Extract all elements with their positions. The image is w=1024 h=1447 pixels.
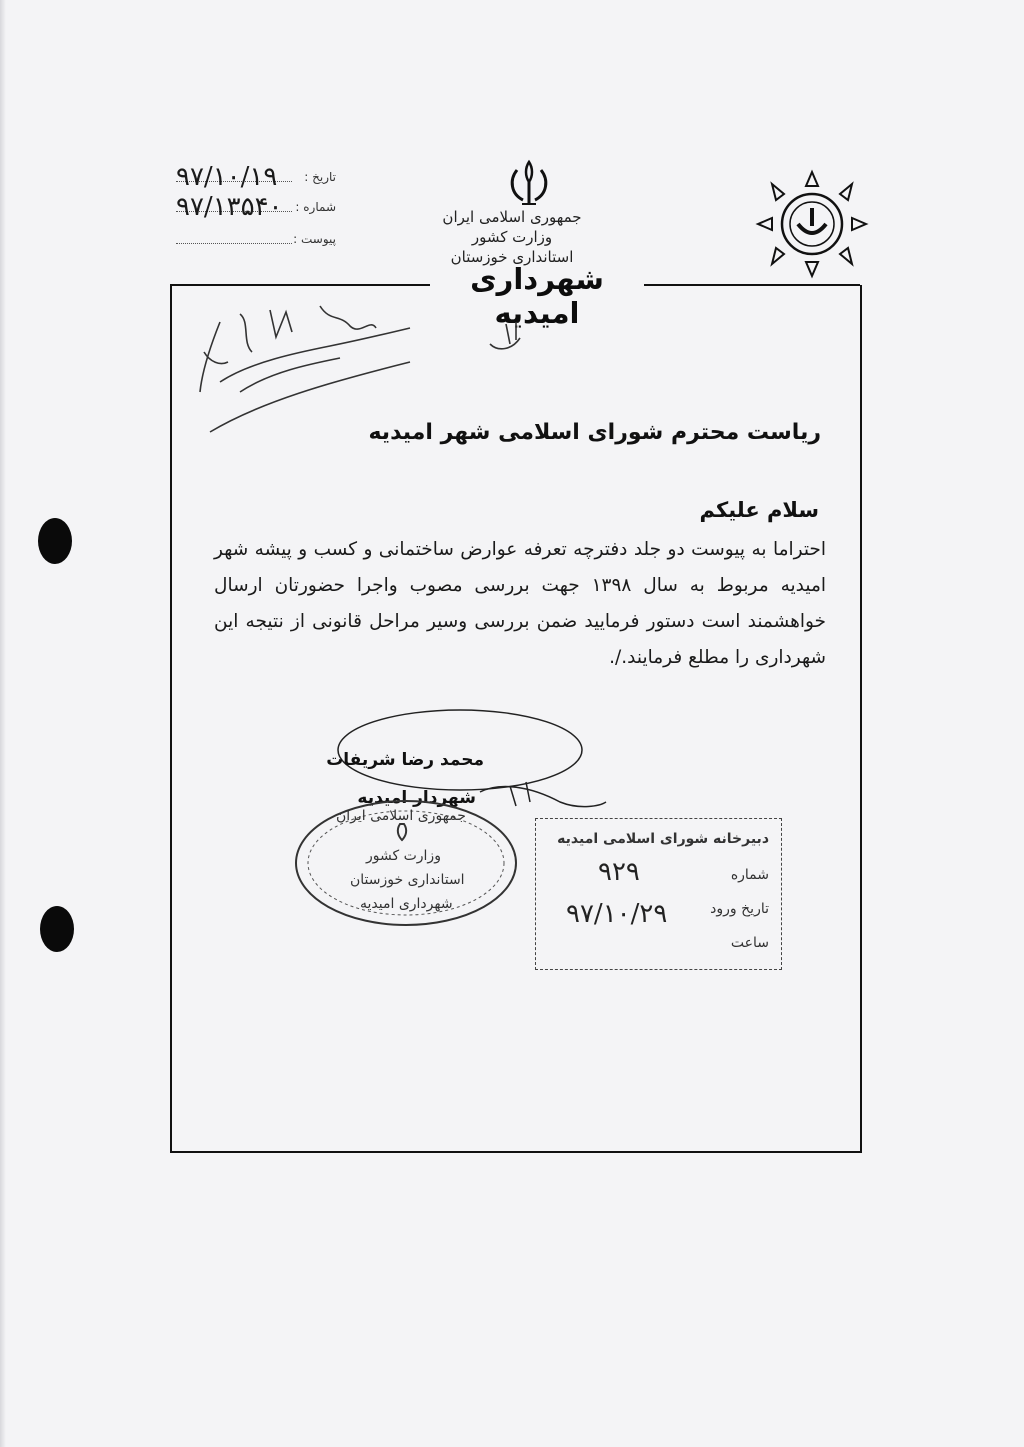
stamp-number-value: ۹۲۹: [598, 857, 640, 887]
signer-title: شهردار امیدیه: [357, 788, 476, 808]
punch-hole-top: [38, 518, 72, 564]
stamp-number-label: شماره: [730, 867, 769, 883]
addressee: ریاست محترم شورای اسلامی شهر امیدیه: [368, 420, 821, 445]
attachment-label: پیوست :: [293, 232, 336, 246]
stamp-title: دبیرخانه شورای اسلامی امیدیه: [557, 831, 769, 847]
municipality-logo-icon: [752, 168, 872, 280]
stamp-time-label: ساعت: [730, 935, 769, 951]
date-value: ۹۷/۱۰/۱۹: [176, 162, 278, 192]
signer-name: محمد رضا شریفات: [326, 750, 484, 770]
header-ministry: وزارت کشور: [471, 228, 553, 246]
date-field: [176, 162, 336, 192]
seal-line-1: جمهوری اسلامی ایران: [336, 808, 466, 824]
frame-top-left: [170, 284, 430, 286]
letter-body: احتراما به پیوست دو جلد دفترچه تعرفه عوارض ساختمانی و کسب و پیشه شهر امیدیه مربوط به سال ۱۳۹۸ جهت بررسی مصوب واجرا حضورتان ارسال خواهشمند است دستور فرمایید ضمن بررسی وسیر مراحل قانونی از نتیجه این شهرداری را مطلع فرمایند./.: [214, 539, 827, 668]
receipt-stamp: [535, 818, 782, 970]
header-province: استانداری خوزستان: [450, 248, 574, 266]
seal-line-3: استانداری خوزستان: [350, 872, 465, 888]
number-label: شماره :: [295, 200, 336, 214]
frame-top-right: [644, 284, 860, 286]
date-label: تاریخ :: [304, 170, 336, 184]
handwritten-initial: [486, 318, 526, 354]
number-value: ۹۷/۱۳۵۴۰: [176, 192, 283, 222]
municipality-title: شهرداری امیدیه: [470, 262, 604, 330]
salutation: سلام علیکم: [699, 498, 819, 522]
stamp-date-label: تاریخ ورود: [710, 901, 769, 917]
stamp-date-value: ۹۷/۱۰/۲۹: [566, 899, 668, 929]
iran-emblem-icon: [505, 158, 553, 208]
seal-line-2: وزارت کشور: [366, 848, 441, 864]
header-country: جمهوری اسلامی ایران: [442, 208, 582, 226]
punch-hole-bottom: [40, 906, 74, 952]
seal-line-4: شهرداری امیدیه: [360, 896, 453, 912]
